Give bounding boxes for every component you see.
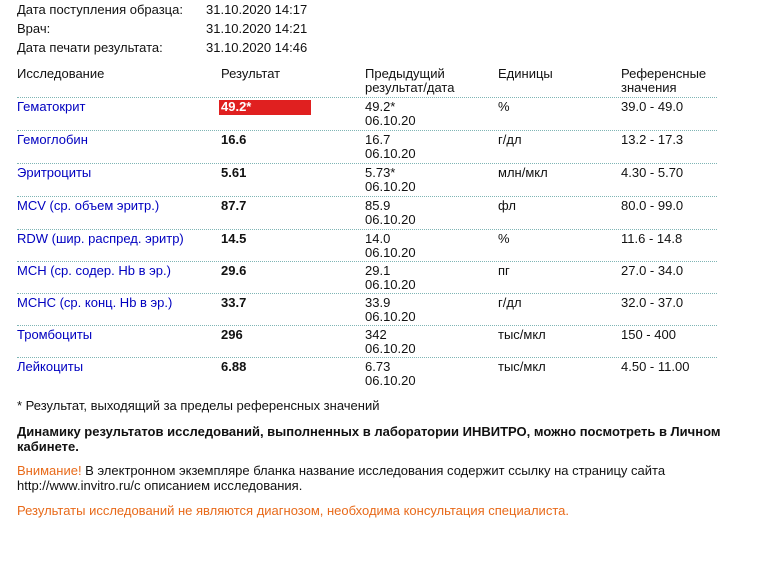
disclaimer: Результаты исследований не являются диагнозом, необходима консультация специалиста. — [17, 503, 569, 518]
test-link[interactable]: Лейкоциты — [17, 359, 84, 374]
header-previous — [365, 67, 454, 95]
unit: г/дл — [498, 132, 522, 147]
previous-date: 06.10.20 — [365, 146, 416, 161]
test-link[interactable]: Эритроциты — [17, 165, 92, 180]
reference-range: 150 - 400 — [621, 327, 676, 342]
test-link[interactable]: MCHC (ср. конц. Hb в эр.) — [17, 295, 173, 310]
test-link[interactable]: MCV (ср. объем эритр.) — [17, 198, 160, 213]
warning-notice — [17, 463, 737, 493]
warning-text: В электронном экземпляре бланка название исследования содержит ссылку на страницу сайта http://www.invitro.ru/с описанием исследования. — [17, 463, 666, 493]
meta-row-printed — [17, 38, 307, 57]
result-value: 87.7 — [221, 198, 247, 213]
result-value: 6.88 — [221, 359, 247, 374]
row-separator — [17, 196, 717, 197]
meta-label: Дата поступления образца: — [17, 2, 183, 17]
unit: тыс/мкл — [498, 327, 546, 342]
previous-value: 49.2* — [365, 99, 396, 114]
meta-row-doctor — [17, 19, 307, 38]
warning-label: Внимание! — [17, 463, 82, 478]
reference-range: 80.0 - 99.0 — [621, 198, 684, 213]
reference-range: 11.6 - 14.8 — [621, 231, 683, 246]
meta-value: 31.10.2020 14:46 — [206, 40, 308, 55]
test-link[interactable]: Гематокрит — [17, 99, 86, 114]
previous-value: 29.1 — [365, 263, 391, 278]
previous-value: 14.0 — [365, 231, 391, 246]
header-result: Результат — [221, 66, 281, 81]
table-row — [0, 261, 773, 293]
row-separator — [17, 163, 717, 164]
previous-date: 06.10.20 — [365, 245, 416, 260]
reference-range: 4.30 - 5.70 — [621, 165, 684, 180]
result-value: 14.5 — [221, 231, 247, 246]
table-row — [0, 196, 773, 228]
reference-range: 4.50 - 11.00 — [621, 359, 690, 374]
previous-result — [365, 199, 416, 227]
previous-date: 06.10.20 — [365, 212, 416, 227]
test-link[interactable]: Тромбоциты — [17, 327, 93, 342]
test-link[interactable]: RDW (шир. распред. эритр) — [17, 231, 184, 246]
meta-value: 31.10.2020 14:21 — [206, 21, 308, 36]
row-separator — [17, 293, 717, 294]
previous-date: 06.10.20 — [365, 309, 416, 324]
row-separator — [17, 325, 717, 326]
previous-value: 6.73 — [365, 359, 391, 374]
meta-value: 31.10.2020 14:17 — [206, 2, 308, 17]
test-link[interactable]: MCH (ср. содер. Hb в эр.) — [17, 263, 171, 278]
footnote: * Результат, выходящий за пределы референсных значений — [17, 398, 380, 413]
table-row — [0, 130, 773, 162]
previous-result — [365, 328, 416, 356]
header-previous-line1: Предыдущий — [365, 66, 445, 81]
previous-result — [365, 296, 416, 324]
reference-range: 27.0 - 34.0 — [621, 263, 684, 278]
previous-date: 06.10.20 — [365, 179, 416, 194]
header-reference — [621, 67, 706, 95]
reference-range: 39.0 - 49.0 — [621, 99, 684, 114]
table-row — [0, 357, 773, 389]
result-value: 33.7 — [221, 295, 247, 310]
unit: г/дл — [498, 295, 522, 310]
row-separator — [17, 261, 717, 262]
meta-label: Врач: — [17, 21, 51, 36]
unit: % — [498, 231, 510, 246]
row-separator — [17, 357, 717, 358]
unit: пг — [498, 263, 510, 278]
unit: фл — [498, 198, 516, 213]
previous-result — [365, 232, 416, 260]
unit: тыс/мкл — [498, 359, 546, 374]
unit: % — [498, 99, 510, 114]
table-row — [0, 229, 773, 261]
previous-value: 85.9 — [365, 198, 391, 213]
row-separator — [17, 97, 717, 98]
previous-date: 06.10.20 — [365, 277, 416, 292]
previous-result — [365, 100, 416, 128]
header-test: Исследование — [17, 66, 105, 81]
result-value: 5.61 — [221, 165, 247, 180]
result-value: 29.6 — [221, 263, 247, 278]
previous-result — [365, 133, 416, 161]
result-value: 296 — [221, 327, 243, 342]
personal-account-info: Динамику результатов исследований, выполненных в лаборатории ИНВИТРО, можно посмотреть в Личном кабинете. — [17, 424, 721, 454]
previous-result — [365, 360, 416, 388]
header-reference-line2: значения — [621, 80, 677, 95]
sample-meta — [17, 0, 307, 57]
reference-range: 13.2 - 17.3 — [621, 132, 684, 147]
unit: млн/мкл — [498, 165, 548, 180]
previous-date: 06.10.20 — [365, 373, 416, 388]
previous-value: 16.7 — [365, 132, 391, 147]
result-value-flagged: 49.2* — [219, 100, 311, 115]
table-row — [0, 97, 773, 129]
header-reference-line1: Референсные — [621, 66, 707, 81]
test-link[interactable]: Гемоглобин — [17, 132, 88, 147]
previous-value: 33.9 — [365, 295, 391, 310]
reference-range: 32.0 - 37.0 — [621, 295, 684, 310]
previous-date: 06.10.20 — [365, 341, 416, 356]
row-separator — [17, 130, 717, 131]
previous-result — [365, 166, 416, 194]
previous-value: 5.73* — [365, 165, 396, 180]
previous-date: 06.10.20 — [365, 113, 416, 128]
table-row — [0, 325, 773, 357]
table-row — [0, 163, 773, 195]
header-previous-line2: результат/дата — [365, 80, 455, 95]
previous-value: 342 — [365, 327, 387, 342]
meta-label: Дата печати результата: — [17, 40, 163, 55]
header-units: Единицы — [498, 66, 553, 81]
previous-result — [365, 264, 416, 292]
meta-row-received — [17, 0, 307, 19]
table-row — [0, 293, 773, 325]
result-value: 16.6 — [221, 132, 247, 147]
row-separator — [17, 229, 717, 230]
